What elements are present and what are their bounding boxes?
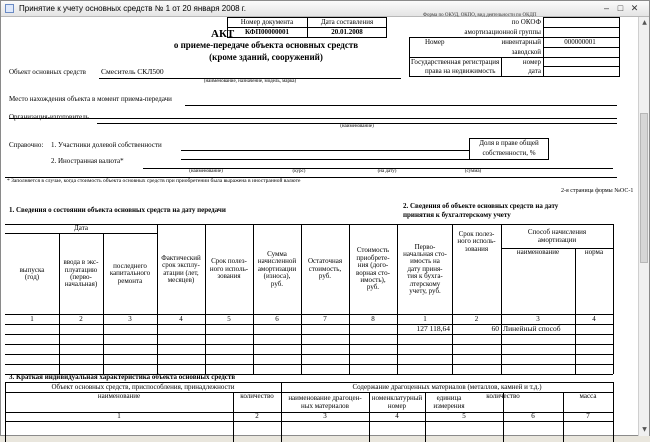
useful-life-value: 60 [491, 324, 499, 333]
s2-num-3: 3 [536, 314, 540, 323]
s2-num-2: 2 [474, 314, 479, 323]
doc-number-label: Номер документа [240, 18, 294, 26]
header-top-cut: Форма по ОКУД, ОКПО, вид деятельности по ОКДП [423, 13, 537, 18]
date-group-header: Дата [74, 224, 88, 233]
s1-num-7: 7 [323, 314, 327, 323]
reg-date-label: дата [528, 67, 541, 75]
s3-num-3: 3 [323, 412, 327, 421]
s3-col-precious-name: наименование драгоцен- ных материалов [288, 394, 362, 410]
s3-col-precious-qty: количество [486, 392, 520, 400]
s2-num-1: 1 [423, 314, 427, 323]
scroll-down-icon[interactable]: ▼ [642, 426, 647, 433]
manufacturer-hint: (наименование) [340, 124, 374, 129]
inventory-number: 000000001 [564, 38, 596, 46]
s3-left-group: Объект основных средств, приспособления, принадлежности [51, 382, 235, 391]
s1-num-6: 6 [275, 314, 279, 323]
rights-label: права на недвижимость [425, 67, 496, 75]
s3-num-4: 4 [395, 412, 399, 421]
ref-item1: 1. Участники долевой собственности [51, 141, 162, 149]
scroll-thumb[interactable] [640, 113, 648, 263]
ref-label: Справочно: [9, 141, 44, 149]
col-depreciation: Сумма начисленной амортизации (износа), руб. [257, 250, 297, 288]
s1-num-1: 1 [30, 314, 34, 323]
minimize-button[interactable]: – [603, 3, 609, 13]
title-bar[interactable] [1, 1, 649, 17]
section1-title: 1. Сведения о состоянии объекта основных средств на дату передачи [9, 206, 226, 214]
s3-col-unit: единица измерения [433, 394, 465, 410]
title-line2: (кроме зданий, сооружений) [209, 52, 323, 62]
inventory-label: инвентарный [501, 38, 541, 46]
share-label1: Доля в праве общей [479, 139, 539, 147]
s3-num-5: 5 [462, 412, 466, 421]
close-button[interactable]: ✕ [630, 3, 639, 13]
location-label: Место нахождения объекта в момент приема-передачи [9, 95, 172, 103]
s3-right-group: Содержание драгоценных материалов (металлов, камней и т.д.) [352, 382, 542, 391]
currency-hint-name: (наименование) [189, 169, 223, 174]
state-reg-label: Государственная регистрация [411, 58, 500, 66]
method-value: Линейный способ [503, 324, 561, 333]
amort-group-label: амортизационной группы [464, 28, 541, 36]
okof-label: по ОКОФ [511, 18, 541, 26]
vertical-scrollbar[interactable] [638, 17, 649, 436]
s3-num-6: 6 [531, 412, 535, 421]
s3-num-1: 1 [117, 412, 121, 421]
col-method-name: наименование [516, 248, 560, 256]
footnote: * Заполняется в случае, когда стоимость объекта основных средств при приобретении была выражена в иностранной валюте [7, 178, 301, 184]
col-initial-cost: Перво- начальная сто- имость на дату приня- тия к бухга- лтерскому учету, руб. [403, 242, 447, 295]
doc-number: КФП00000001 [244, 28, 289, 36]
s3-num-7: 7 [586, 412, 590, 421]
document-body [1, 13, 639, 437]
col-last-repair: последнего капитального ремонта [109, 261, 151, 285]
window-title: Принятие к учету основных средств № 1 от 20 января 2008 г. [19, 4, 246, 13]
s1-num-8: 8 [371, 314, 375, 323]
document-icon [5, 4, 14, 13]
s3-num-2: 2 [255, 412, 259, 421]
section2-title-line1: 2. Сведения об объекте основных средств на дату [403, 202, 559, 210]
s3-col-name: наименование [97, 392, 141, 400]
s1-num-3: 3 [128, 314, 132, 323]
doc-date: 20.01.2008 [331, 28, 363, 36]
col-issue-year: выпуска (год) [19, 265, 45, 281]
col-residual: Остаточная стоимость, руб. [307, 257, 343, 281]
currency-hint-sum: (сумма) [464, 169, 482, 174]
col-useful-life: Срок полез- ного исполь- зования [457, 230, 496, 253]
factory-label: заводской [511, 48, 541, 56]
manufacturer-label: Организация-изготовитель [9, 113, 89, 121]
title-line1: о приеме-передаче объекта основных средств [173, 40, 359, 50]
akt-title: АКТ [211, 28, 235, 40]
number-label: Номер [425, 38, 445, 46]
currency-hint-rate: (курс) [292, 169, 306, 174]
s1-num-5: 5 [227, 314, 231, 323]
col-norm: норма [584, 248, 604, 256]
s3-col-nomenclature: номенклатурный номер [371, 394, 423, 410]
object-hint: (наименование, назначение, модель, марка) [203, 79, 297, 84]
method-group-header: Способ начисления амортизации [527, 228, 587, 244]
col-commission-date: ввода в экс- плуатацию (перво- начальная) [63, 258, 99, 289]
section3-title: 3. Краткая индивидуальная характеристика объекта основных средств [9, 373, 236, 381]
s1-num-4: 4 [179, 314, 183, 323]
col-acquisition-cost: Стоимость приобрете- ния (дого- ворная сто- имость), руб. [356, 246, 390, 292]
object-value: Смеситель СКЛ500 [101, 67, 164, 76]
s1-num-2: 2 [79, 314, 83, 323]
page2-label: 2-я страница формы №ОС-1 [561, 188, 634, 194]
s2-num-4: 4 [592, 314, 596, 323]
currency-hint-date: (на дату) [377, 169, 397, 174]
doc-date-label: Дата составления [320, 18, 374, 26]
ref-item2: 2. Иностранная валюта* [51, 157, 124, 165]
initial-cost-value: 127 118,64 [416, 324, 450, 333]
share-label2: собственности, % [482, 149, 536, 157]
maximize-button[interactable]: □ [617, 3, 624, 13]
section2-title-line2: принятия к бухгалтерскому учету [403, 211, 511, 219]
scroll-up-icon[interactable]: ▲ [642, 19, 647, 26]
reg-number-label: номер [522, 58, 541, 66]
s3-col-mass: масса [579, 392, 597, 400]
s3-col-quantity: количество [240, 392, 274, 400]
col-useful-term: Срок полез- ного исполь- зования [209, 257, 249, 281]
col-actual-term: Фактический срок эксплу- атации (лет, месяцев) [161, 253, 201, 284]
object-label: Объект основных средств [9, 68, 86, 76]
